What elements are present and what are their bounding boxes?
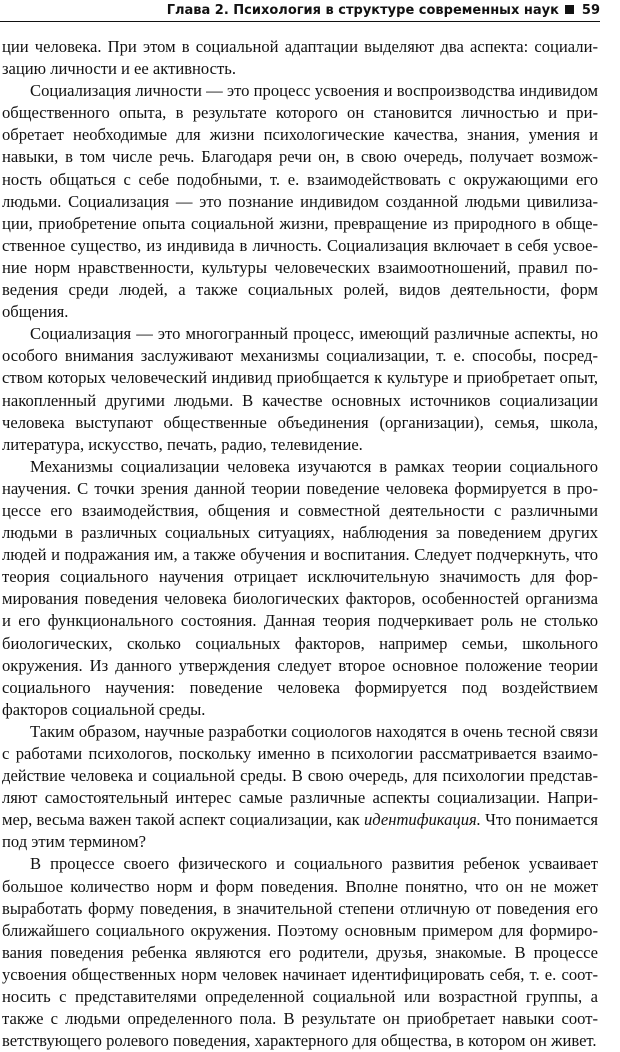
body-text <box>2 36 598 1052</box>
chapter-title: Глава 2. Психология в структуре современных наук <box>166 3 559 18</box>
paragraph-5-text-before: Таким образом, научные разработки социологов находятся в очень тесной связи с работами психологов, поскольку именно в психологии рассматривается взаимодействие человека и социальной среды. В свою очередь, для психологии представляют самостоятельный интерес самые различные аспекты социализации. Например, весьма важен такой аспект социализации, как <box>2 721 598 830</box>
running-head <box>0 0 600 22</box>
paragraph-1: ции человека. При этом в социальной адаптации выделяют два аспекта: социализацию личности и ее активность. <box>2 37 598 79</box>
paragraph-3: Социализация — это многогранный процесс, имеющий различные аспекты, но особого внимания заслуживают механизмы социализации, т. е. способы, посредством которых человеческий индивид приобщается к культуре и приобретает опыт, накопленный другими людьми. В качестве основных источников социализации человека выступают общественные объединения (организации), семья, школа, литература, искусство, печать, радио, телевидение. <box>2 324 598 454</box>
square-bullet-icon <box>565 5 574 14</box>
page-number: 59 <box>581 3 600 18</box>
paragraph-2: Социализация личности — это процесс усвоения и воспроизводства индивидом общественного опыта, в результате которого он становится личностью и приобретает необходимые для жизни психологические качества, знания, умения и навыки, в том числе речь. Благодаря речи он, в свою очередь, получает возможность общаться с себе подобными, т. е. взаимодействовать с окружающими его людьми. Социализация — это познание индивидом созданной людьми цивилизации, приобретение опыта социальной жизни, превращение из природного в общественное существо, из индивида в личность. Социализация включает в себя усвоение норм нравственности, культуры человеческих взаимоотношений, правил поведения среди людей, а также социальных ролей, видов деятельности, форм общения. <box>2 81 598 322</box>
paragraph-5-text-after: Что понимается под этим термином? <box>2 810 598 852</box>
paragraph-4: Механизмы социализации человека изучаются в рамках теории социального научения. С точки зрения данной теории поведение человека формируется в процессе его взаимодействия, общения и совместной деятельности с различными людьми в различных социальных ситуациях, наблюдения за поведением других людей и подражания им, а также обучения и воспитания. Следует подчеркнуть, что теория социального научения отрицает исключительную значимость для формирования поведения человека биологических факторов, особенностей организма и его функционального состояния. Данная теория подчеркивает роль не столько биологических, сколько социальных факторов, например семьи, школьного окружения. Из данного утверждения следует второе основное положение теории социального научения: поведение человека формируется под воздействием факторов социальной среды. <box>2 456 598 719</box>
emphasis-term: идентификация. <box>363 810 481 830</box>
paragraph-5 <box>2 721 598 854</box>
paragraph-6: В процессе своего физического и социального развития ребенок усваивает большое количество норм и форм поведения. Вполне понятно, что он не может выработать форму поведения, в значительной степени отличную от поведения его ближайшего социального окружения. Поэтому основным примером для формирования поведения ребенка являются его родители, друзья, знакомые. В процессе усвоения общественных норм человек начинает идентифицировать себя, т. е. соотносить с представителями определенной социальной или возрастной группы, а также с людьми определенного пола. В результате он приобретает навыки соответствующего ролевого поведения, характерного для общества, в котором он живет. <box>2 854 598 1051</box>
